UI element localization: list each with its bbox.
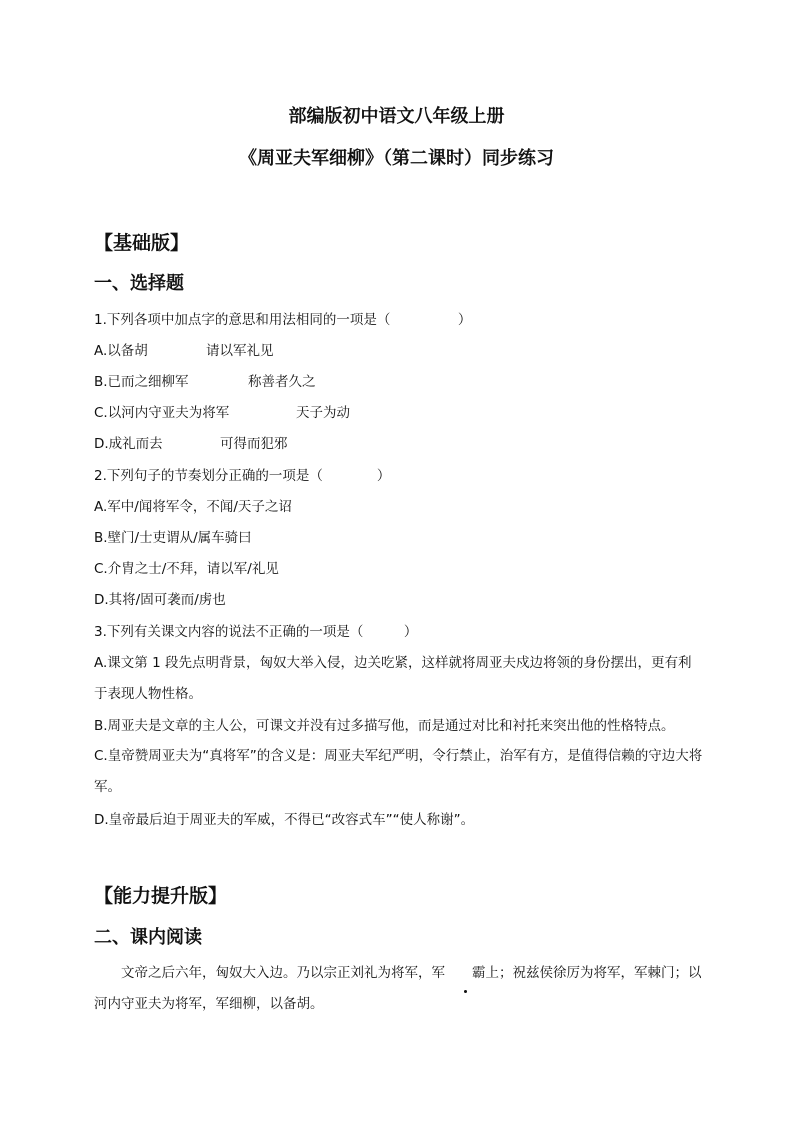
question-2-option-c: C.介胄之士/不拜，请以军/礼见 [94,561,279,577]
emphasis-dot-char: 霸 [445,958,486,989]
question-2-stem: 2.下列句子的节奏划分正确的一项是（ ） [94,468,391,484]
option-a-left: A.以备胡 [94,343,148,359]
question-2-option-b: B.壁门/士吏谓从/属车骑曰 [94,530,252,546]
option-a-right: 请以军礼见 [206,343,274,359]
question-1-option-b [94,372,316,392]
advanced-level-label: 【能力提升版】 [94,885,228,907]
section-title-reading: 二、课内阅读 [94,927,202,948]
question-1-option-d [94,434,288,454]
section-title-choice: 一、选择题 [94,273,184,294]
option-d-left: D.成礼而去 [94,436,163,452]
option-b-right: 称善者久之 [248,374,316,390]
passage-text-before: 文帝之后六年，匈奴大入边。乃以宗正刘礼为将军，军 [121,965,445,981]
document-subtitle: 《周亚夫军细柳》（第二课时）同步练习 [239,148,554,169]
question-1-stem: 1.下列各项中加点字的意思和用法相同的一项是（ ） [94,312,472,328]
question-3-option-a: A.课文第 1 段先点明背景，匈奴大举入侵，边关吃紧，这样就将周亚夫戍边将领的身份摆出，更有利于表现人物性格。 [94,655,692,702]
question-3-option-b: B.周亚夫是文章的主人公，可课文并没有过多描写他，而是通过对比和衬托来突出他的性格特点。 [94,718,675,734]
option-d-right: 可得而犯邪 [220,436,288,452]
option-c-left: C.以河内守亚夫为将军 [94,405,230,421]
question-3-option-d: D.皇帝最后迫于周亚夫的军威，不得已“改容式车”“使人称谢”。 [94,812,475,828]
passage-text-after: 上；祝兹侯徐厉为将军，军棘门；以河内守亚夫为将军，军细柳，以备胡。 [94,965,702,1012]
question-2-option-a: A.军中/闻将军令，不闻/天子之诏 [94,499,292,515]
question-1-option-a [94,341,274,361]
option-c-right: 天子为动 [296,405,350,421]
question-3-option-c: C.皇帝赞周亚夫为“真将军”的含义是：周亚夫军纪严明，令行禁止，治军有方，是值得信赖的守边大将军。 [94,748,703,795]
document-title: 部编版初中语文八年级上册 [288,106,505,127]
basic-level-label: 【基础版】 [94,232,190,254]
question-1-option-c [94,403,350,423]
reading-passage [94,958,704,1020]
option-b-left: B.已而之细柳军 [94,374,189,390]
question-3-stem: 3.下列有关课文内容的说法不正确的一项是（ ） [94,624,418,640]
question-2-option-d: D.其将/固可袭而/虏也 [94,592,226,608]
